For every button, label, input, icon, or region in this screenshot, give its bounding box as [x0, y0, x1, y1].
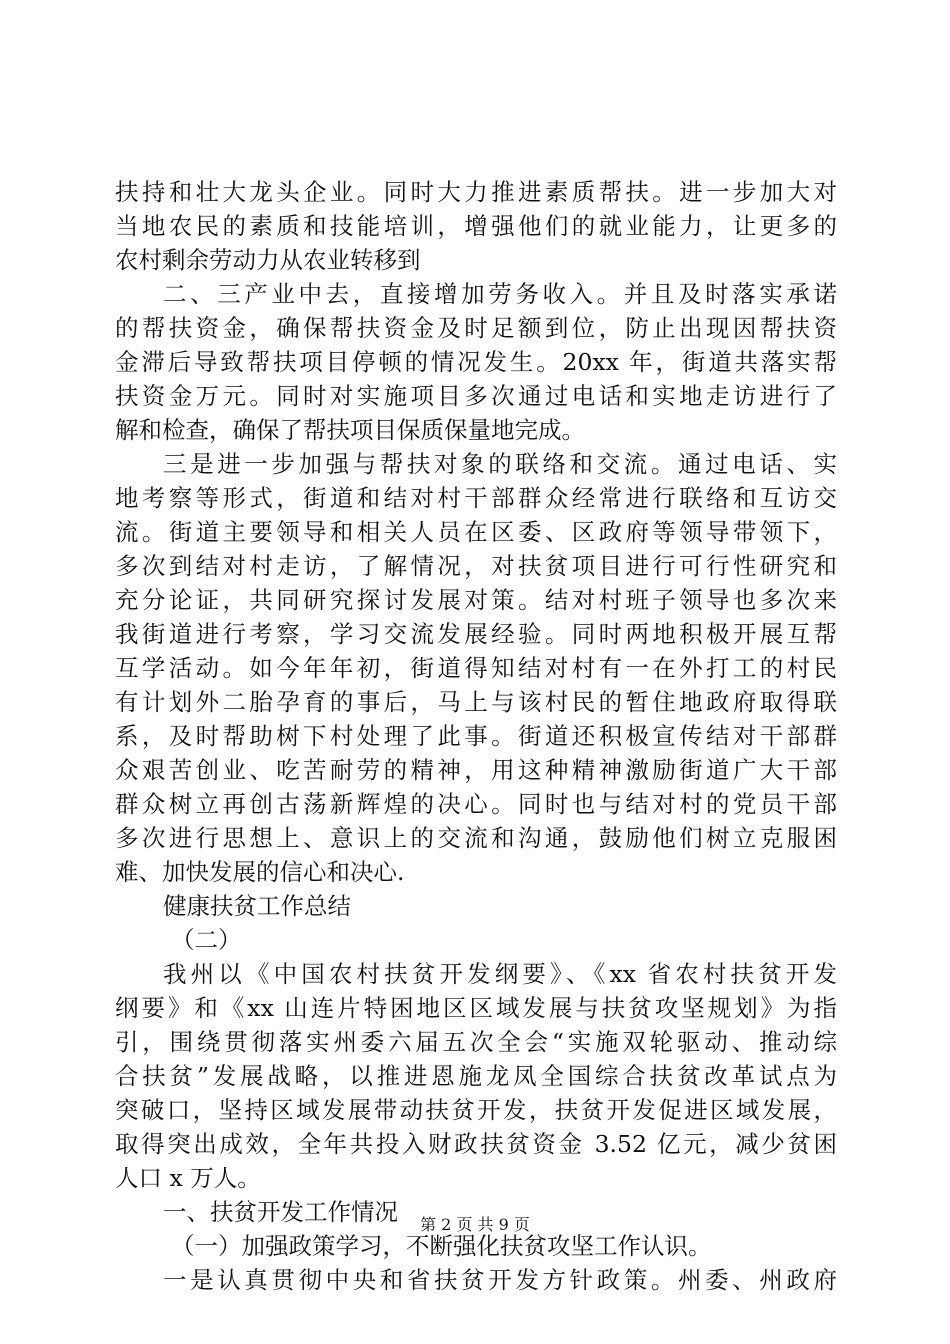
section-heading: 健康扶贫工作总结 [163, 892, 351, 920]
document-body [115, 175, 837, 1297]
text-line: 一是认真贯彻中央和省扶贫开发方针政策。州委、州政府 [163, 1266, 837, 1294]
text-line: 农村剩余劳动力从农业转移到 [115, 246, 421, 274]
text-line: 当地农民的素质和技能培训，增强他们的就业能力，让更多的 [115, 212, 837, 240]
text-line: 地考察等形式，街道和结对村干部群众经常进行联络和互访交 [115, 484, 837, 512]
text-line: 扶资金万元。同时对实施项目多次通过电话和实地走访进行了 [115, 382, 837, 410]
text-line: 二、三产业中去，直接增加劳务收入。并且及时落实承诺 [163, 280, 837, 308]
text-line: 的帮扶资金，确保帮扶资金及时足额到位，防止出现因帮扶资 [115, 314, 837, 342]
text-line: 解和检查，确保了帮扶项目保质保量地完成。 [115, 416, 585, 444]
text-line: 多次进行思想上、意识上的交流和沟通，鼓励他们树立克服困 [115, 824, 837, 852]
text-line: 纲要》和《xx 山连片特困地区区域发展与扶贫攻坚规划》为指 [115, 994, 837, 1022]
text-line: 合扶贫”发展战略，以推进恩施龙凤全国综合扶贫改革试点为 [115, 1062, 837, 1090]
text-line: 互学活动。如今年年初，街道得知结对村有一在外打工的村民 [115, 654, 837, 682]
text-line: 有计划外二胎孕育的事后，马上与该村民的暂住地政府取得联 [115, 688, 837, 716]
text-line: 我州以《中国农村扶贫开发纲要》、《xx 省农村扶贫开发 [163, 960, 837, 988]
text-line: 众艰苦创业、吃苦耐劳的精神，用这种精神激励街道广大干部 [115, 756, 837, 784]
text-line: 扶持和壮大龙头企业。同时大力推进素质帮扶。进一步加大对 [115, 178, 837, 206]
text-line: 突破口，坚持区域发展带动扶贫开发，扶贫开发促进区域发展， [115, 1096, 837, 1124]
text-line: 群众树立再创古荡新辉煌的决心。同时也与结对村的党员干部 [115, 790, 837, 818]
section-subheading: （一）加强政策学习，不断强化扶贫攻坚工作认识。 [171, 1232, 712, 1260]
text-line: 金滞后导致帮扶项目停顿的情况发生。20xx 年，街道共落实帮 [115, 348, 837, 376]
text-line: 我街道进行考察，学习交流发展经验。同时两地积极开展互帮 [115, 620, 837, 648]
page-number-footer: 第 2 页 共 9 页 [420, 1215, 530, 1234]
text-line: 引，围绕贯彻落实州委六届五次全会“实施双轮驱动、推动综 [115, 1028, 837, 1056]
text-line: 人口 x 万人。 [115, 1164, 261, 1192]
text-line: 取得突出成效，全年共投入财政扶贫资金 3.52 亿元，减少贫困 [115, 1130, 837, 1158]
section-heading: 一、扶贫开发工作情况 [163, 1198, 398, 1226]
text-line: 充分论证，共同研究探讨发展对策。结对村班子领导也多次来 [115, 586, 837, 614]
text-line: 系，及时帮助树下村处理了此事。街道还积极宣传结对干部群 [115, 722, 837, 750]
section-subheading: （二） [171, 926, 242, 954]
text-line: 流。街道主要领导和相关人员在区委、区政府等领导带领下， [115, 518, 837, 546]
text-line: 三是进一步加强与帮扶对象的联络和交流。通过电话、实 [163, 450, 837, 478]
text-line: 多次到结对村走访，了解情况，对扶贫项目进行可行性研究和 [115, 552, 837, 580]
text-line: 难、加快发展的信心和决心. [115, 858, 405, 886]
